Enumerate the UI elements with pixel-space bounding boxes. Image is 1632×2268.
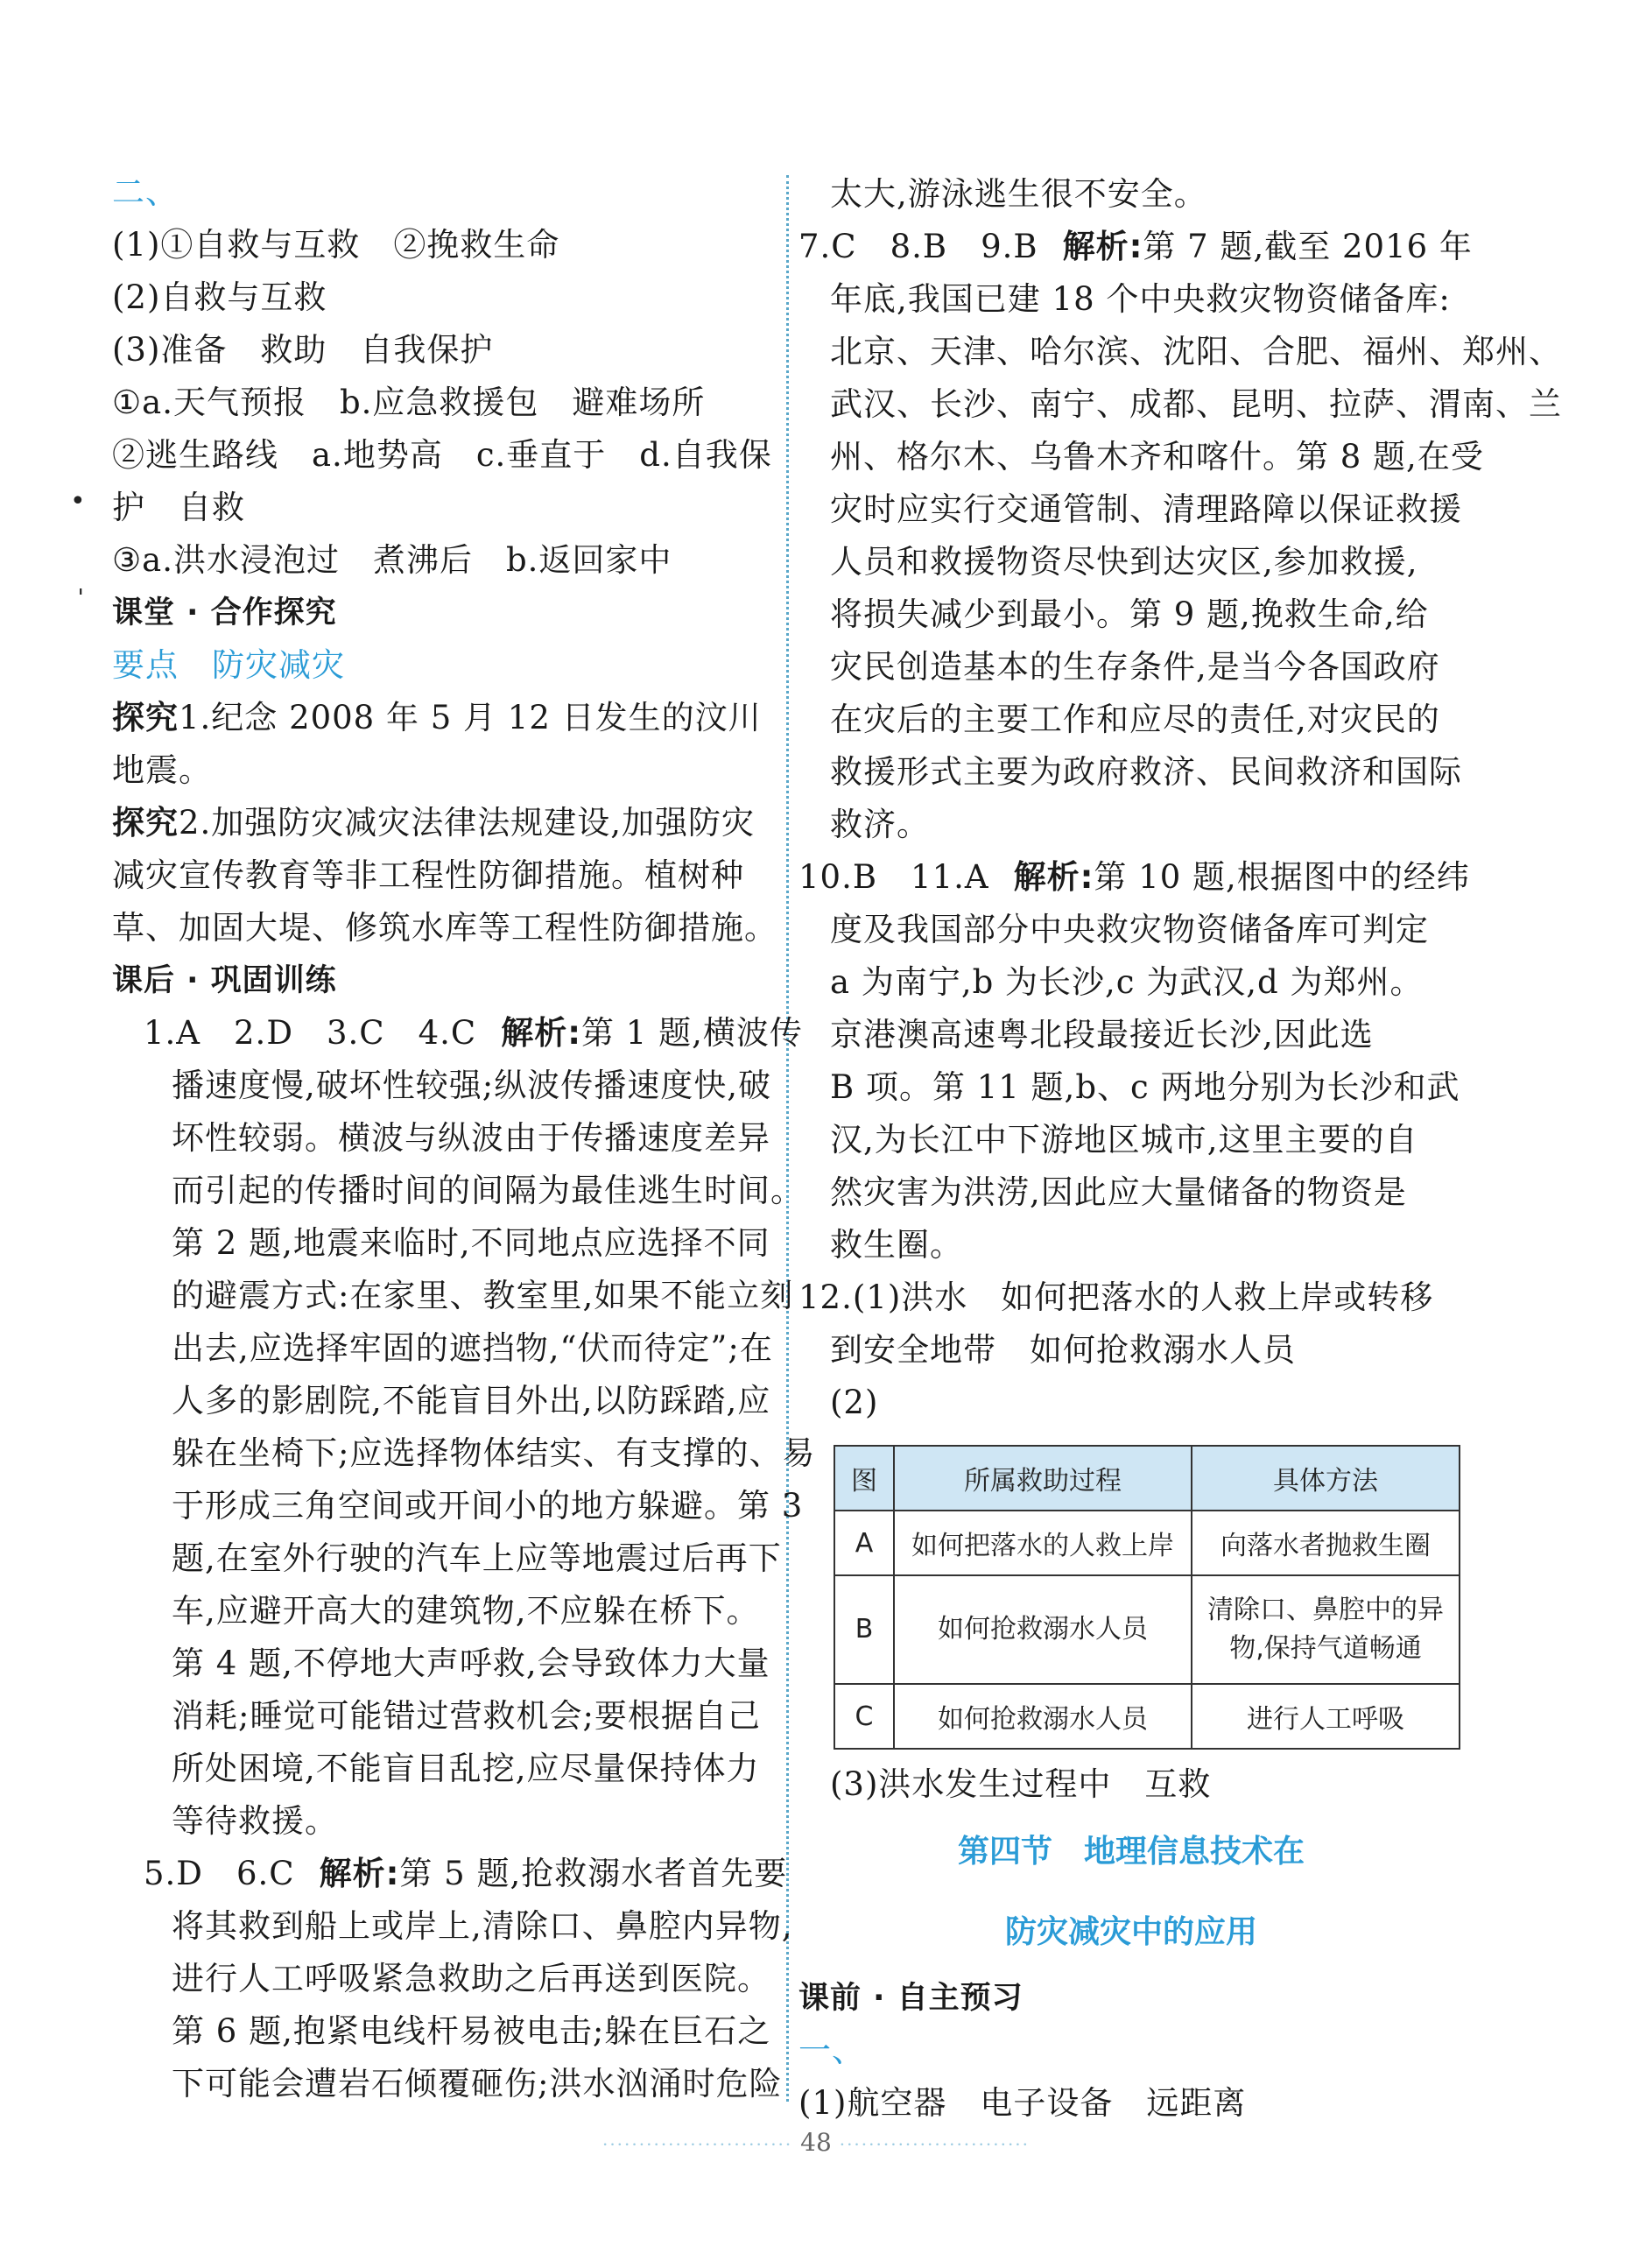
section-heading: 课堂 · 合作探究 [112,595,337,630]
answer-line: 到安全地带 如何抢救溺水人员 [830,1331,1296,1369]
analysis-line: 播速度慢,破坏性较强;纵波传播速度快,破 [172,1067,771,1104]
section-heading: 课后 · 巩固训练 [112,963,337,998]
analysis-line: 武汉、长沙、南宁、成都、昆明、拉萨、渭南、兰 [830,385,1562,423]
table-header: 具体方法 [1192,1446,1460,1511]
answer-line: ①a.天气预报 b.应急救援包 避难场所 [112,384,706,421]
analysis-line: 在灾后的主要工作和应尽的责任,对灾民的 [830,701,1440,738]
answer-line: 护 自救 [112,489,245,526]
table-header-row [834,1446,1460,1511]
table-row [834,1575,1460,1684]
analysis-line: 救援形式主要为政府救济、民间救济和国际 [830,753,1462,791]
analysis-line: 北京、天津、哈尔滨、沈阳、合肥、福州、郑州、 [830,333,1562,370]
analysis-line: 京港澳高速粤北段最接近长沙,因此选 [830,1016,1374,1053]
answer-line: ③a.洪水浸泡过 煮沸后 b.返回家中 [112,541,672,579]
table-cell: 向落水者抛救生圈 [1192,1511,1460,1575]
analysis-line: 消耗;睡觉可能错过营救机会;要根据自己 [172,1697,761,1735]
explore-keyword: 探究 [112,804,179,842]
section-label: 一、 [798,2032,865,2069]
section-title: 第四节 地理信息技术在 [957,1833,1305,1870]
analysis-line: 的避震方式:在家里、教室里,如果不能立刻 [172,1277,794,1314]
analysis-line: 进行人工呼吸紧急救助之后再送到医院。 [172,1960,770,1997]
analysis-keyword: 解析: [319,1855,400,1892]
analysis-line: 出去,应选择牢固的遮挡物,“伏而待定”;在 [172,1329,773,1367]
column-divider [786,175,789,2102]
analysis-line: 下可能会遭岩石倾覆砸伤;洪水汹涌时危险 [172,2065,783,2102]
analysis-line: 等待救援。 [172,1802,338,1840]
section-heading: 课前 · 自主预习 [798,1981,1024,2016]
analysis-line: 将损失减少到最小。第 9 题,挽救生命,给 [830,595,1429,633]
analysis-line: 然灾害为洪涝,因此应大量储备的物资是 [830,1173,1407,1211]
page-footer: ·························· 48 ·························· [601,2128,1031,2157]
analysis-line: 躲在坐椅下;应选择物体结实、有支撑的、易 [172,1434,816,1472]
right-column [798,168,1562,2130]
answer-line: 12.(1)洪水 如何把落水的人救上岸或转移 [798,1278,1434,1316]
table-cell: 进行人工呼吸 [1192,1684,1460,1749]
table-row [834,1684,1460,1749]
margin-tick: ˈ [77,585,85,616]
answer-line: (2) [830,1384,879,1421]
analysis-line: 第 4 题,不停地大声呼救,会导致体力大量 [172,1645,770,1682]
table-cell: 如何抢救溺水人员 [894,1684,1192,1749]
answer-line: (1)①自救与互救 ②挽救生命 [112,226,560,264]
analysis-line: 灾民创造基本的生存条件,是当今各国政府 [830,648,1440,686]
page-number: 48 [800,2128,832,2157]
analysis-line: 车,应避开高大的建筑物,不应躲在桥下。 [172,1592,760,1630]
analysis-line: 于形成三角空间或开间小的地方躲避。第 3 [172,1487,804,1525]
analysis-keyword: 解析: [501,1014,582,1052]
analysis-line: B 项。第 11 题,b、c 两地分别为长沙和武 [830,1068,1460,1106]
table-cell: B [834,1575,894,1684]
answer-line: (1)航空器 电子设备 远距离 [798,2084,1247,2122]
answer-line: 5.D 6.C 解析:第 5 题,抢救溺水者首先要 [144,1855,788,1892]
analysis-line: 太大,游泳逃生很不安全。 [830,175,1207,213]
analysis-line: 灾时应实行交通管制、清理路障以保证救援 [830,490,1462,528]
table-row [834,1511,1460,1575]
explore-line: 减灾宣传教育等非工程性防御措施。植树种 [112,856,744,894]
analysis-line: 救生圈。 [830,1226,963,1264]
analysis-line: 州、格尔木、乌鲁木齐和喀什。第 8 题,在受 [830,438,1484,475]
explore-line: 草、加固大堤、修筑水库等工程性防御措施。 [112,909,777,947]
analysis-line: 度及我国部分中央救灾物资储备库可判定 [830,911,1429,948]
explore-line: 探究1.纪念 2008 年 5 月 12 日发生的汶川 [112,699,762,736]
explore-line: 地震。 [112,751,212,789]
analysis-line: 第 6 题,抱紧电线杆易被电击;躲在巨石之 [172,2012,771,2050]
analysis-line: 所处困境,不能盲目乱挖,应尽量保持体力 [172,1750,760,1787]
analysis-line: 人多的影剧院,不能盲目外出,以防踩踏,应 [172,1382,771,1419]
explore-line: 探究2.加强防灾减灾法律法规建设,加强防灾 [112,804,756,842]
analysis-line: 将其救到船上或岸上,清除口、鼻腔内异物, [172,1907,793,1945]
table-header: 所属救助过程 [894,1446,1192,1511]
explore-keyword: 探究 [112,699,179,736]
answer-line: (3)洪水发生过程中 互救 [830,1765,1212,1803]
analysis-line: 年底,我国已建 18 个中央救灾物资储备库: [830,280,1451,318]
table-cell: 如何把落水的人救上岸 [894,1511,1192,1575]
answer-line: (2)自救与互救 [112,278,327,316]
analysis-keyword: 解析: [1062,228,1143,265]
analysis-line: a 为南宁,b 为长沙,c 为武汉,d 为郑州。 [830,963,1424,1001]
rescue-table [834,1445,1460,1750]
analysis-line: 救济。 [830,806,930,843]
answer-line: 1.A 2.D 3.C 4.C 解析:第 1 题,横波传 [144,1014,803,1052]
table-cell: A [834,1511,894,1575]
table-cell: 如何抢救溺水人员 [894,1575,1192,1684]
analysis-line: 坏性较弱。横波与纵波由于传播速度差异 [172,1119,770,1157]
table-header: 图 [834,1446,894,1511]
key-point-heading: 要点 防灾减灾 [112,646,345,684]
table-cell: 清除口、鼻腔中的异 物,保持气道畅通 [1192,1575,1460,1684]
analysis-line: 人员和救援物资尽快到达灾区,参加救援, [830,543,1418,581]
analysis-keyword: 解析: [1013,858,1094,896]
answer-line: 10.B 11.A 解析:第 10 题,根据图中的经纬 [798,858,1470,896]
margin-bullet: • [70,486,86,517]
analysis-line: 而引起的传播时间的间隔为最佳逃生时间。 [172,1172,804,1209]
section-title: 防灾减灾中的应用 [1004,1913,1257,1950]
table-cell: C [834,1684,894,1749]
left-column [112,166,816,2110]
analysis-line: 汉,为长江中下游地区城市,这里主要的自 [830,1121,1418,1159]
answer-line: ②逃生路线 a.地势高 c.垂直于 d.自我保 [112,436,772,474]
answer-line: (3)准备 救助 自我保护 [112,331,494,369]
analysis-line: 题,在室外行驶的汽车上应等地震过后再下 [172,1539,782,1577]
analysis-line: 第 2 题,地震来临时,不同地点应选择不同 [172,1224,770,1262]
answer-line: 7.C 8.B 9.B 解析:第 7 题,截至 2016 年 [798,228,1473,265]
section-label: 二、 [112,173,179,211]
